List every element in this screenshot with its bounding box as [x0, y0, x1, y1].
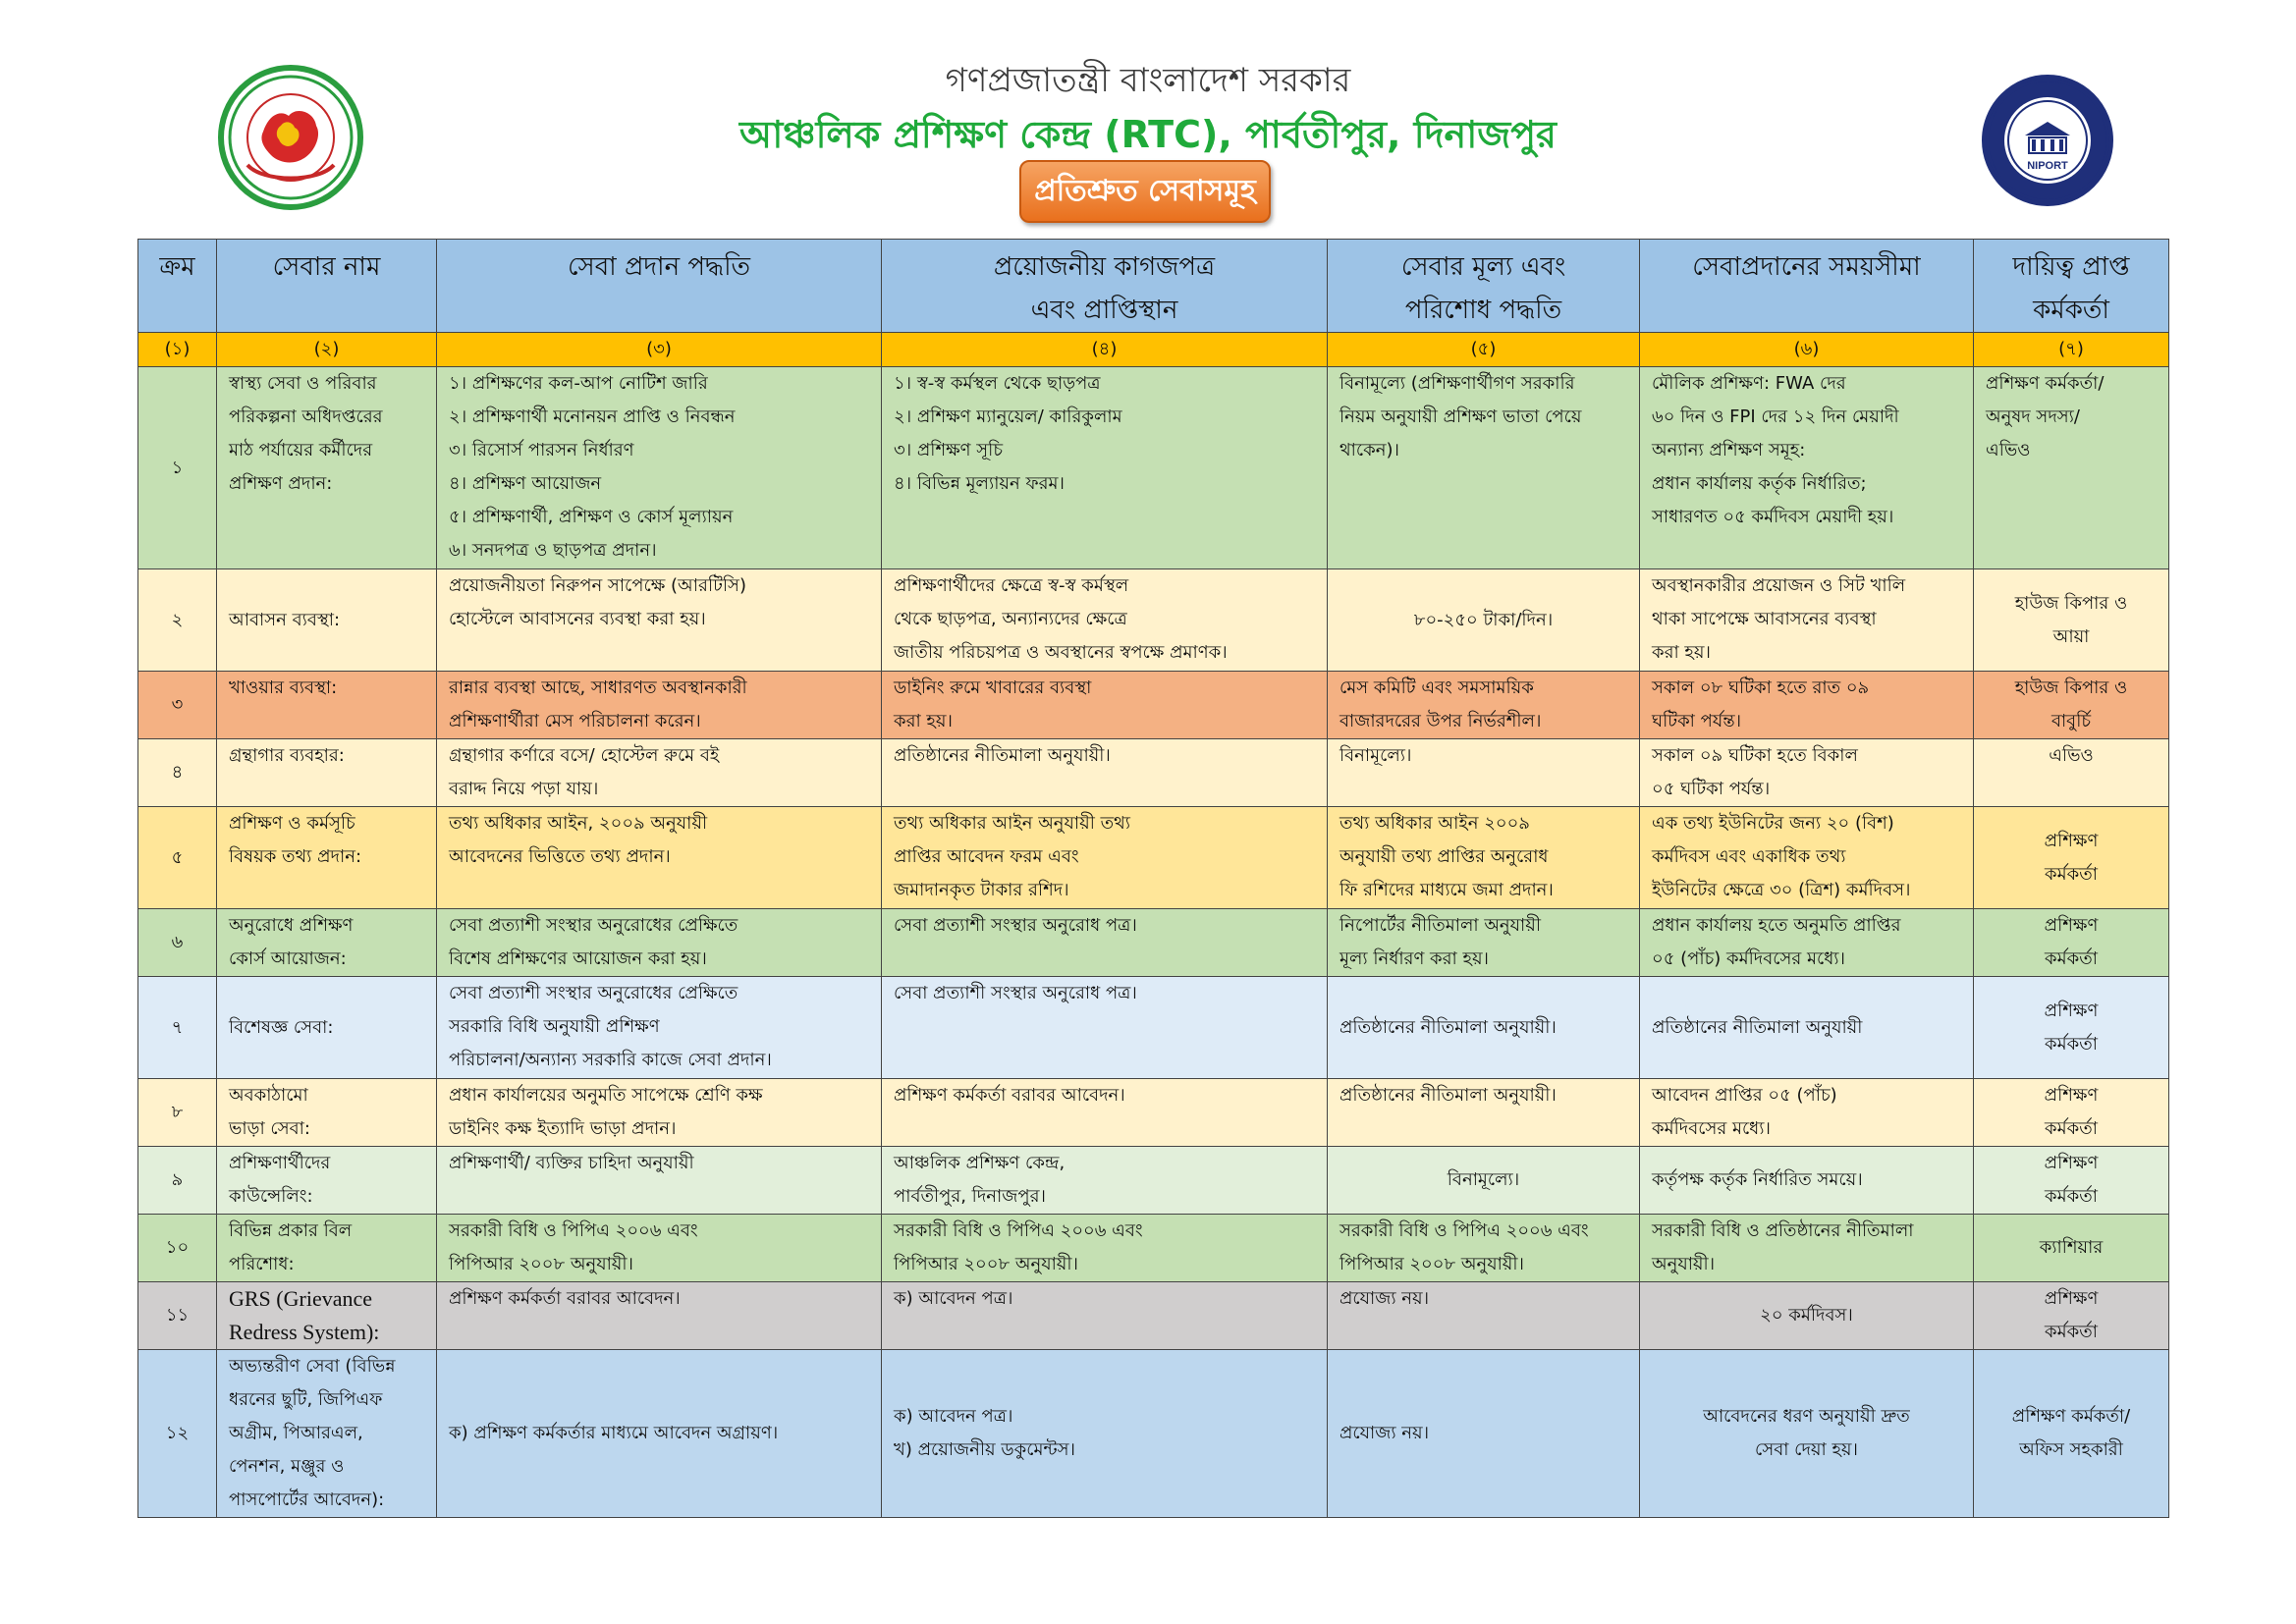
method-line: আবেদনের ভিত্তিতে তথ্য প্রদান। — [449, 846, 671, 867]
fee-line: মূল্য নির্ধারণ করা হয়। — [1339, 948, 1489, 969]
officer-line: কর্মকর্তা — [2045, 1118, 2098, 1139]
method-cell — [437, 977, 882, 1079]
serial-cell: ৪ — [138, 739, 217, 807]
documents-cell — [882, 1282, 1328, 1350]
name-line: GRS (Grievance — [229, 1286, 373, 1311]
time-cell — [1640, 1147, 1974, 1215]
officer-cell — [1974, 569, 2169, 672]
fee-line: থাকেন)। — [1339, 440, 1399, 460]
time-line: ইউনিটের ক্ষেত্রে ৩০ (ত্রিশ) কর্মদিবস। — [1652, 880, 1911, 900]
documents-line: জমাদানকৃত টাকার রশিদ। — [894, 880, 1069, 900]
center-title: আঞ্চলিক প্রশিক্ষণ কেন্দ্র (RTC), পার্বতীপুর, দিনাজপুর — [739, 113, 1557, 156]
column-number-row — [138, 333, 2169, 367]
officer-line: এভিও — [1986, 440, 2031, 460]
name-line: গ্রন্থাগার ব্যবহার: — [229, 745, 345, 766]
name-cell — [217, 1350, 437, 1518]
column-number: (৬) — [1640, 333, 1974, 367]
header-fee-payment — [1328, 240, 1640, 333]
time-line: অনুযায়ী। — [1652, 1254, 1716, 1274]
time-line: ০৫ ঘটিকা পর্যন্ত। — [1652, 779, 1771, 799]
name-line: পেনশন, মঞ্জুর ও — [229, 1456, 345, 1477]
fee-line: নিয়ম অনুযায়ী প্রশিক্ষণ ভাতা পেয়ে — [1339, 406, 1582, 427]
column-number: (৫) — [1328, 333, 1640, 367]
name-cell — [217, 739, 437, 807]
documents-cell — [882, 1079, 1328, 1147]
name-line: কোর্স আয়োজন: — [229, 948, 347, 969]
method-line: প্রশিক্ষণার্থীরা মেস পরিচালনা করেন। — [449, 711, 701, 731]
serial-cell: ১২ — [138, 1350, 217, 1518]
time-line: সেবা দেয়া হয়। — [1755, 1439, 1858, 1460]
header-serial — [138, 240, 217, 333]
method-cell — [437, 739, 882, 807]
time-line: অবস্থানকারীর প্রয়োজন ও সিট খালি — [1652, 575, 1906, 596]
time-line: সকাল ০৮ ঘটিকা হতে রাত ০৯ — [1652, 677, 1870, 698]
name-cell — [217, 367, 437, 569]
fee-line: বাজারদরের উপর নির্ভরশীল। — [1339, 711, 1542, 731]
officer-line: প্রশিক্ষণ — [2044, 1000, 2099, 1021]
fee-cell — [1328, 1215, 1640, 1282]
fee-line: বিনামূল্যে (প্রশিক্ষণার্থীগণ সরকারি — [1339, 373, 1575, 394]
header-label: সেবার নাম — [272, 252, 381, 282]
documents-cell — [882, 739, 1328, 807]
documents-line: সরকারী বিধি ও পিপিএ ২০০৬ এবং — [894, 1220, 1143, 1241]
method-line: প্রয়োজনীয়তা নিরুপন সাপেক্ষে (আরটিসি) — [449, 575, 746, 596]
time-line: প্রতিষ্ঠানের নীতিমালা অনুযায়ী — [1652, 1016, 1863, 1038]
documents-line: ২। প্রশিক্ষণ ম্যানুয়েল/ কারিকুলাম — [894, 406, 1122, 427]
header-label: ক্রম — [159, 252, 195, 282]
table-row — [138, 1147, 2169, 1215]
officer-cell — [1974, 1350, 2169, 1518]
name-cell — [217, 807, 437, 909]
method-cell — [437, 1079, 882, 1147]
documents-line: পিপিআর ২০০৮ অনুযায়ী। — [894, 1254, 1078, 1274]
table-row — [138, 569, 2169, 672]
method-line: ৬। সনদপত্র ও ছাড়পত্র প্রদান। — [449, 540, 657, 561]
documents-line: প্রশিক্ষণ কর্মকর্তা বরাবর আবেদন। — [894, 1085, 1125, 1106]
time-line: আবেদন প্রাপ্তির ০৫ (পাঁচ) — [1652, 1085, 1837, 1106]
name-line: প্রশিক্ষণ প্রদান: — [229, 473, 333, 494]
officer-line: প্রশিক্ষণ — [2044, 915, 2099, 936]
time-line: ঘটিকা পর্যন্ত। — [1652, 711, 1742, 731]
time-line: করা হয়। — [1652, 642, 1711, 663]
method-line: ডাইনিং কক্ষ ইত্যাদি ভাড়া প্রদান। — [449, 1118, 677, 1139]
time-cell — [1640, 977, 1974, 1079]
time-cell — [1640, 1079, 1974, 1147]
column-number: (১) — [138, 333, 217, 367]
name-line: বিশেষজ্ঞ সেবা: — [229, 1016, 334, 1038]
name-cell — [217, 1147, 437, 1215]
name-cell — [217, 569, 437, 672]
header-label: দায়িত্ব প্রাপ্ত — [2012, 252, 2130, 282]
table-row — [138, 1282, 2169, 1350]
table-row — [138, 909, 2169, 977]
fee-line: সরকারী বিধি ও পিপিএ ২০০৬ এবং — [1339, 1220, 1589, 1241]
officer-cell — [1974, 739, 2169, 807]
header-label: সেবার মূল্য এবং — [1400, 252, 1566, 282]
method-line: রান্নার ব্যবস্থা আছে, সাধারণত অবস্থানকারী — [449, 677, 747, 698]
name-line: ভাড়া সেবা: — [229, 1118, 310, 1139]
method-line: পিপিআর ২০০৮ অনুযায়ী। — [449, 1254, 633, 1274]
documents-line: ক) আবেদন পত্র। — [894, 1406, 1013, 1427]
table-row — [138, 1215, 2169, 1282]
time-cell — [1640, 1282, 1974, 1350]
time-line: থাকা সাপেক্ষে আবাসনের ব্যবস্থা — [1652, 609, 1877, 629]
method-line: পরিচালনা/অন্যান্য সরকারি কাজে সেবা প্রদান। — [449, 1050, 772, 1070]
niport-logo-icon — [1982, 75, 2113, 206]
time-line: সকাল ০৯ ঘটিকা হতে বিকাল — [1652, 745, 1858, 766]
fee-line: বিনামূল্যে। — [1447, 1169, 1520, 1190]
name-line: পরিশোধ: — [229, 1254, 295, 1274]
table-row — [138, 1079, 2169, 1147]
officer-line: আয়া — [2052, 625, 2090, 647]
fee-cell — [1328, 1350, 1640, 1518]
method-cell — [437, 1350, 882, 1518]
method-cell — [437, 1215, 882, 1282]
column-number: (৭) — [1974, 333, 2169, 367]
fee-line: বিনামূল্যে। — [1339, 745, 1412, 766]
fee-line: তথ্য অধিকার আইন ২০০৯ — [1339, 813, 1530, 834]
niport-logo-text: NIPORT — [2027, 160, 2068, 172]
time-line: সাধারণত ০৫ কর্মদিবস মেয়াদী হয়। — [1652, 507, 1894, 527]
header-required-documents — [882, 240, 1328, 333]
officer-line: কর্মকর্তা — [2045, 863, 2098, 885]
method-line: ক) প্রশিক্ষণ কর্মকর্তার মাধ্যমে আবেদন অগ্রায়ণ। — [449, 1423, 779, 1443]
documents-line: জাতীয় পরিচয়পত্র ও অবস্থানের স্বপক্ষে প্রমাণক। — [894, 642, 1228, 663]
time-cell — [1640, 569, 1974, 672]
documents-line: সেবা প্রত্যাশী সংস্থার অনুরোধ পত্র। — [894, 915, 1137, 936]
documents-line: আঞ্চলিক প্রশিক্ষণ কেন্দ্র, — [894, 1153, 1066, 1173]
officer-cell — [1974, 977, 2169, 1079]
fee-line: পিপিআর ২০০৮ অনুযায়ী। — [1339, 1254, 1524, 1274]
time-line: সরকারী বিধি ও প্রতিষ্ঠানের নীতিমালা — [1652, 1220, 1914, 1241]
time-line: প্রধান কার্যালয় কর্তৃক নির্ধারিত; — [1652, 473, 1867, 494]
method-line: সেবা প্রত্যাশী সংস্থার অনুরোধের প্রেক্ষিতে — [449, 915, 738, 936]
time-line: মৌলিক প্রশিক্ষণ: FWA দের — [1652, 373, 1846, 394]
fee-cell — [1328, 909, 1640, 977]
time-line: এক তথ্য ইউনিটের জন্য ২০ (বিশ) — [1652, 813, 1894, 834]
fee-cell — [1328, 739, 1640, 807]
method-cell — [437, 807, 882, 909]
time-cell — [1640, 909, 1974, 977]
header-responsible-officer — [1974, 240, 2169, 333]
method-line: ২। প্রশিক্ষণার্থী মনোনয়ন প্রাপ্তি ও নিবন্ধন — [449, 406, 736, 427]
name-line: বিষয়ক তথ্য প্রদান: — [229, 846, 362, 867]
method-line: প্রধান কার্যালয়ের অনুমতি সাপেক্ষে শ্রেণি কক্ষ — [449, 1085, 763, 1106]
fee-line: প্রযোজ্য নয়। — [1339, 1288, 1430, 1309]
method-line: বরাদ্দ নিয়ে পড়া যায়। — [449, 779, 599, 799]
documents-cell — [882, 807, 1328, 909]
documents-line: ক) আবেদন পত্র। — [894, 1288, 1013, 1309]
table-row — [138, 1350, 2169, 1518]
name-line: পরিকল্পনা অধিদপ্তরের — [229, 406, 383, 427]
documents-line: করা হয়। — [894, 711, 953, 731]
time-cell — [1640, 672, 1974, 739]
method-line: সরকারী বিধি ও পিপিএ ২০০৬ এবং — [449, 1220, 698, 1241]
name-line: অনুরোধে প্রশিক্ষণ — [229, 915, 354, 936]
name-line: অভ্যন্তরীণ সেবা (বিভিন্ন — [229, 1356, 396, 1377]
header-label: সেবাপ্রদানের সময়সীমা — [1692, 252, 1921, 282]
fee-cell — [1328, 1147, 1640, 1215]
header-service-method — [437, 240, 882, 333]
name-line: অগ্রীম, পিআরএল, — [229, 1423, 363, 1443]
documents-cell — [882, 672, 1328, 739]
name-line: কাউন্সেলিং: — [229, 1186, 313, 1207]
table-row — [138, 739, 2169, 807]
fee-line: অনুযায়ী তথ্য প্রাপ্তির অনুরোধ — [1339, 846, 1549, 867]
serial-cell: ৩ — [138, 672, 217, 739]
name-cell — [217, 672, 437, 739]
time-line: ২০ কর্মদিবস। — [1760, 1305, 1853, 1326]
method-cell — [437, 909, 882, 977]
serial-cell: ২ — [138, 569, 217, 672]
time-line: কর্মদিবস এবং একাধিক তথ্য — [1652, 846, 1846, 867]
documents-cell — [882, 977, 1328, 1079]
name-line: ধরনের ছুটি, জিপিএফ — [229, 1389, 383, 1410]
documents-line: খ) প্রয়োজনীয় ডকুমেন্টস। — [894, 1439, 1075, 1460]
time-cell — [1640, 367, 1974, 569]
method-line: প্রশিক্ষণার্থী/ ব্যক্তির চাহিদা অনুযায়ী — [449, 1153, 694, 1173]
table-row — [138, 367, 2169, 569]
name-line: বিভিন্ন প্রকার বিল — [229, 1220, 353, 1241]
officer-line: কর্মকর্তা — [2045, 948, 2098, 969]
fee-line: নিপোর্টের নীতিমালা অনুযায়ী — [1339, 915, 1542, 936]
header-label: পরিশোধ পদ্ধতি — [1404, 296, 1562, 325]
documents-line: প্রাপ্তির আবেদন ফরম এবং — [894, 846, 1079, 867]
time-cell — [1640, 739, 1974, 807]
name-line: মাঠ পর্যায়ের কর্মীদের — [229, 440, 373, 460]
method-line: ১। প্রশিক্ষণের কল-আপ নোটিশ জারি — [449, 373, 708, 394]
documents-cell — [882, 569, 1328, 672]
header-label: প্রয়োজনীয় কাগজপত্র — [993, 252, 1216, 282]
documents-line: তথ্য অধিকার আইন অনুযায়ী তথ্য — [894, 813, 1130, 834]
name-line: প্রশিক্ষণ ও কর্মসূচি — [229, 813, 355, 834]
method-cell — [437, 367, 882, 569]
method-line: গ্রন্থাগার কর্ণারে বসে/ হোস্টেল রুমে বই — [449, 745, 720, 766]
column-number: (৪) — [882, 333, 1328, 367]
method-line: সেবা প্রত্যাশী সংস্থার অনুরোধের প্রেক্ষিতে — [449, 983, 738, 1003]
method-cell — [437, 1147, 882, 1215]
name-cell — [217, 909, 437, 977]
time-line: প্রধান কার্যালয় হতে অনুমতি প্রাপ্তির — [1652, 915, 1901, 936]
officer-line: প্রশিক্ষণ — [2044, 1153, 2099, 1173]
header-time-limit — [1640, 240, 1974, 333]
name-line: স্বাস্থ্য সেবা ও পরিবার — [229, 373, 377, 394]
table-row — [138, 807, 2169, 909]
method-line: ৪। প্রশিক্ষণ আয়োজন — [449, 473, 602, 494]
method-line: সরকারি বিধি অনুযায়ী প্রশিক্ষণ — [449, 1016, 660, 1037]
name-cell — [217, 977, 437, 1079]
fee-cell — [1328, 569, 1640, 672]
officer-line: অফিস সহকারী — [2019, 1439, 2123, 1460]
time-line: অন্যান্য প্রশিক্ষণ সমূহ: — [1652, 440, 1806, 460]
government-title: গণপ্রজাতন্ত্রী বাংলাদেশ সরকার — [945, 61, 1351, 100]
officer-line: প্রশিক্ষণ — [2044, 830, 2099, 851]
method-line: তথ্য অধিকার আইন, ২০০৯ অনুযায়ী — [449, 813, 708, 834]
officer-cell — [1974, 1147, 2169, 1215]
officer-cell — [1974, 1215, 2169, 1282]
officer-line: প্রশিক্ষণ কর্মকর্তা/ — [2011, 1406, 2131, 1427]
officer-cell — [1974, 807, 2169, 909]
table-row — [138, 977, 2169, 1079]
serial-cell: ১১ — [138, 1282, 217, 1350]
time-cell — [1640, 807, 1974, 909]
serial-cell: ৫ — [138, 807, 217, 909]
officer-line: হাউজ কিপার ও — [2014, 592, 2128, 614]
name-line: অবকাঠামো — [229, 1085, 308, 1106]
documents-line: ৪। বিভিন্ন মূল্যায়ন ফরম। — [894, 473, 1065, 494]
name-line: পাসপোর্টের আবেদন): — [229, 1489, 385, 1510]
time-cell — [1640, 1350, 1974, 1518]
fee-line: প্রযোজ্য নয়। — [1339, 1423, 1430, 1443]
fee-line: মেস কমিটি এবং সমসাময়িক — [1339, 677, 1534, 698]
documents-line: প্রশিক্ষণার্থীদের ক্ষেত্রে স্ব-স্ব কর্মস্থল — [894, 575, 1129, 596]
serial-cell: ১ — [138, 367, 217, 569]
name-cell — [217, 1079, 437, 1147]
fee-cell — [1328, 672, 1640, 739]
officer-cell — [1974, 672, 2169, 739]
time-line: কর্তৃপক্ষ কর্তৃক নির্ধারিত সময়ে। — [1652, 1169, 1863, 1190]
officer-cell — [1974, 367, 2169, 569]
method-line: হোস্টেলে আবাসনের ব্যবস্থা করা হয়। — [449, 609, 706, 629]
officer-line: এভিও — [2049, 745, 2094, 766]
services-table — [137, 239, 2169, 1518]
name-line: Redress System): — [229, 1320, 380, 1344]
table-header-row — [138, 240, 2169, 333]
officer-cell — [1974, 909, 2169, 977]
fee-cell — [1328, 367, 1640, 569]
serial-cell: ১০ — [138, 1215, 217, 1282]
name-line: খাওয়ার ব্যবস্থা: — [229, 677, 338, 698]
serial-cell: ৭ — [138, 977, 217, 1079]
name-line: প্রশিক্ষণার্থীদের — [229, 1153, 331, 1173]
documents-cell — [882, 1350, 1328, 1518]
method-line: ৫। প্রশিক্ষণার্থী, প্রশিক্ষণ ও কোর্স মূল্যায়ন — [449, 507, 734, 527]
documents-line: পার্বতীপুর, দিনাজপুর। — [894, 1186, 1046, 1207]
serial-cell: ৮ — [138, 1079, 217, 1147]
method-line: প্রশিক্ষণ কর্মকর্তা বরাবর আবেদন। — [449, 1288, 681, 1309]
officer-cell — [1974, 1079, 2169, 1147]
fee-cell — [1328, 807, 1640, 909]
officer-line: কর্মকর্তা — [2045, 1033, 2098, 1055]
time-cell — [1640, 1215, 1974, 1282]
documents-cell — [882, 1215, 1328, 1282]
name-cell — [217, 1215, 437, 1282]
officer-line: প্রশিক্ষণ — [2044, 1085, 2099, 1106]
fee-line: ৮০-২৫০ টাকা/দিন। — [1413, 609, 1554, 630]
fee-cell — [1328, 1079, 1640, 1147]
documents-line: ১। স্ব-স্ব কর্মস্থল থেকে ছাড়পত্র — [894, 373, 1101, 394]
header-service-name — [217, 240, 437, 333]
method-cell — [437, 569, 882, 672]
header-label: কর্মকর্তা — [2033, 296, 2109, 325]
time-line: আবেদনের ধরণ অনুযায়ী দ্রুত — [1703, 1406, 1910, 1427]
column-number: (২) — [217, 333, 437, 367]
time-line: ৬০ দিন ও FPI দের ১২ দিন মেয়াদী — [1652, 406, 1899, 427]
header-label: সেবা প্রদান পদ্ধতি — [567, 252, 751, 282]
header-label: এবং প্রাপ্তিস্থান — [1030, 296, 1178, 325]
serial-cell: ৯ — [138, 1147, 217, 1215]
documents-line: প্রতিষ্ঠানের নীতিমালা অনুযায়ী। — [894, 745, 1111, 766]
documents-line: ডাইনিং রুমে খাবারের ব্যবস্থা — [894, 677, 1092, 698]
officer-cell — [1974, 1282, 2169, 1350]
fee-cell — [1328, 977, 1640, 1079]
documents-cell — [882, 1147, 1328, 1215]
serial-cell: ৬ — [138, 909, 217, 977]
name-cell — [217, 1282, 437, 1350]
documents-line: সেবা প্রত্যাশী সংস্থার অনুরোধ পত্র। — [894, 983, 1137, 1003]
officer-line: অনুষদ সদস্য/ — [1986, 406, 2080, 427]
officer-line: প্রশিক্ষণ কর্মকর্তা/ — [1986, 373, 2105, 394]
method-line: ৩। রিসোর্স পারসন নির্ধারণ — [449, 440, 634, 460]
method-cell — [437, 672, 882, 739]
name-line: আবাসন ব্যবস্থা: — [229, 609, 341, 630]
documents-line: ৩। প্রশিক্ষণ সূচি — [894, 440, 1004, 460]
fee-cell — [1328, 1282, 1640, 1350]
citizen-charter-badge: প্রতিশ্রুত সেবাসমূহ — [1019, 160, 1271, 223]
fee-line: ফি রশিদের মাধ্যমে জমা প্রদান। — [1339, 880, 1554, 900]
officer-line: বাবুর্চি — [2050, 711, 2092, 731]
page-header — [0, 0, 2296, 236]
documents-cell — [882, 367, 1328, 569]
officer-line: হাউজ কিপার ও — [2014, 677, 2128, 698]
time-line: কর্মদিবসের মধ্যে। — [1652, 1118, 1771, 1139]
fee-line: প্রতিষ্ঠানের নীতিমালা অনুযায়ী। — [1339, 1016, 1557, 1038]
method-line: বিশেষ প্রশিক্ষণের আয়োজন করা হয়। — [449, 948, 707, 969]
fee-line: প্রতিষ্ঠানের নীতিমালা অনুযায়ী। — [1339, 1085, 1557, 1106]
officer-line: ক্যাশিয়ার — [2039, 1237, 2104, 1258]
officer-line: কর্মকর্তা — [2045, 1322, 2098, 1342]
time-line: ০৫ (পাঁচ) কর্মদিবসের মধ্যে। — [1652, 948, 1845, 969]
officer-line: কর্মকর্তা — [2045, 1186, 2098, 1207]
table-row — [138, 672, 2169, 739]
method-cell — [437, 1282, 882, 1350]
documents-line: থেকে ছাড়পত্র, অন্যান্যদের ক্ষেত্রে — [894, 609, 1127, 629]
officer-line: প্রশিক্ষণ — [2044, 1288, 2099, 1309]
column-number: (৩) — [437, 333, 882, 367]
documents-cell — [882, 909, 1328, 977]
